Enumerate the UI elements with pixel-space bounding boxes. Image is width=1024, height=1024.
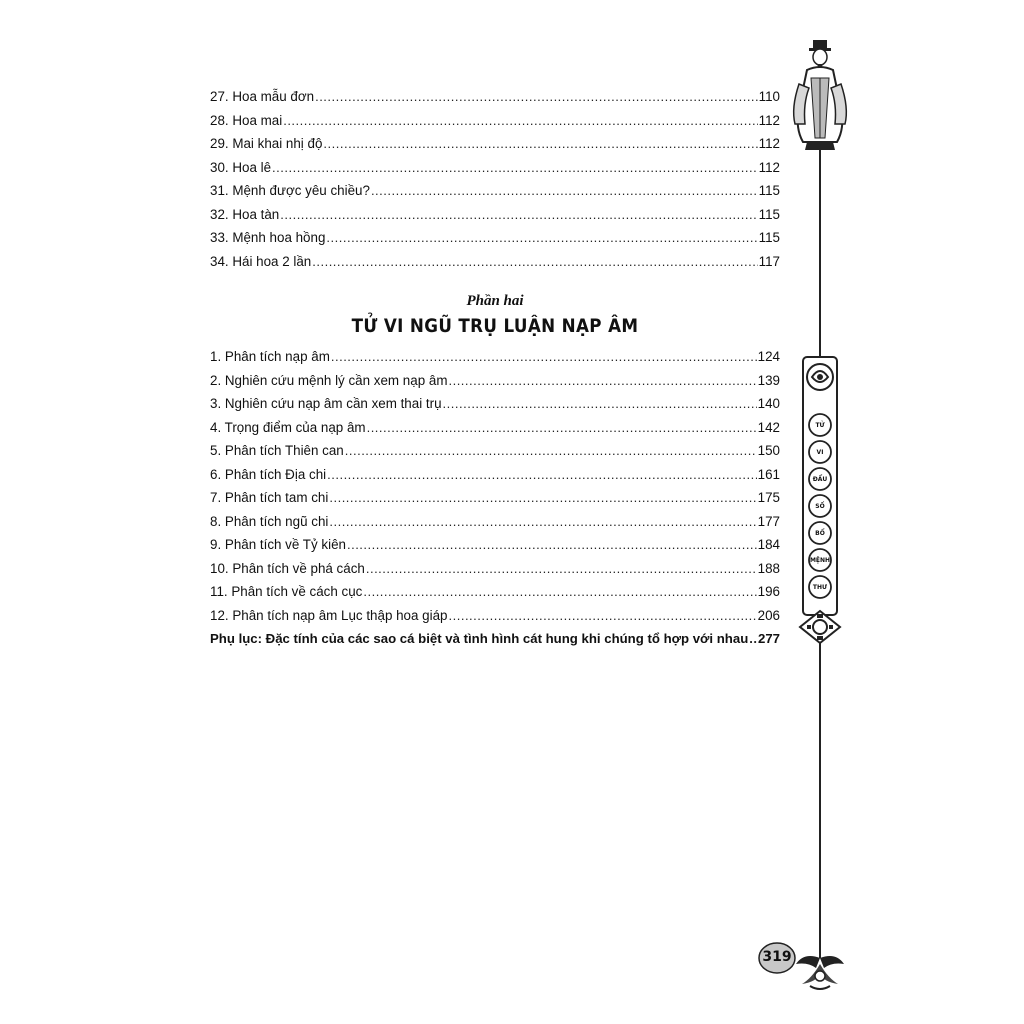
toc-entry <box>210 416 780 440</box>
toc-appendix-entry <box>210 627 780 651</box>
badge-text: MỆNH <box>809 557 831 564</box>
toc-entry-page: 206 <box>757 607 780 623</box>
toc-entry-label: 3. Nghiên cứu nạp âm cần xem thai trụ <box>210 396 442 411</box>
toc-entry-label: 30. Hoa lê <box>210 159 272 175</box>
toc-entry <box>210 463 780 487</box>
toc-entry-label: 1. Phân tích nạp âm <box>210 349 330 364</box>
toc-entry-page: 112 <box>758 136 780 151</box>
toc-entry-label: 32. Hoa tàn <box>210 206 280 222</box>
toc-entry-label: 34. Hái hoa 2 lần <box>210 253 312 269</box>
toc-entry-page: 115 <box>758 183 780 198</box>
toc-entry <box>210 226 780 250</box>
toc-entry-label: 27. Hoa mẫu đơn <box>210 89 315 104</box>
toc-entry-page: 142 <box>757 419 780 435</box>
toc-entry-label: 11. Phân tích về cách cục <box>210 584 363 599</box>
toc-entry <box>210 85 780 109</box>
toc-entry-page: 161 <box>757 466 780 482</box>
toc-entry-page: 115 <box>758 230 780 245</box>
toc-entry-label: 8. Phân tích ngũ chi <box>210 513 329 529</box>
toc-entry-label: 29. Mai khai nhị độ <box>210 136 323 151</box>
toc-entry <box>210 439 780 463</box>
toc-entry-label: 12. Phân tích nạp âm Lục thập hoa giáp <box>210 607 448 623</box>
toc-entry <box>210 580 780 604</box>
toc-entry <box>210 392 780 416</box>
toc-entry <box>210 557 780 581</box>
toc-entry <box>210 156 780 180</box>
toc-entry-page: 188 <box>757 560 780 576</box>
badge-text: VI <box>816 449 824 456</box>
toc-entry-label: 5. Phân tích Thiên can <box>210 443 344 458</box>
toc-entry-page: 139 <box>757 372 780 388</box>
part-title: TỬ VI NGŨ TRỤ LUẬN NẠP ÂM <box>351 315 639 337</box>
toc-entry-label: 4. Trọng điểm của nạp âm <box>210 419 366 435</box>
scholar-figure-icon <box>785 38 855 156</box>
toc-entry <box>210 345 780 369</box>
toc-entry-label: 6. Phân tích Địa chi <box>210 466 327 482</box>
toc-entry <box>210 486 780 510</box>
badge-text: SỐ <box>815 503 825 510</box>
toc-entry-page: 175 <box>757 490 780 505</box>
badge-text: TỬ <box>815 422 825 429</box>
toc-entry-page: 184 <box>757 537 780 552</box>
badge-text: THƯ <box>812 584 828 591</box>
toc-entry-label: 33. Mệnh hoa hồng <box>210 230 326 245</box>
appendix-page: 277 <box>757 631 780 646</box>
toc-entry <box>210 250 780 274</box>
badge-text: ĐẨU <box>812 476 828 483</box>
toc-entry <box>210 369 780 393</box>
toc-entry-page: 115 <box>758 206 780 222</box>
toc-part-one <box>210 85 780 273</box>
toc-entry-page: 112 <box>758 112 780 128</box>
toc-entry-page: 117 <box>758 253 780 269</box>
toc-entry-label: 28. Hoa mai <box>210 112 283 128</box>
toc-entry-page: 124 <box>757 349 780 364</box>
page-number: 319 <box>762 949 792 965</box>
toc-entry-page: 196 <box>757 584 780 599</box>
toc-entry-page: 140 <box>757 396 780 411</box>
toc-entry <box>210 109 780 133</box>
toc-entry-page: 150 <box>757 443 780 458</box>
toc-entry <box>210 604 780 628</box>
toc-entry-label: 9. Phân tích về Tỷ kiên <box>210 537 346 552</box>
toc-entry <box>210 132 780 156</box>
toc-entry <box>210 533 780 557</box>
toc-entry-label: 2. Nghiên cứu mệnh lý cần xem nạp âm <box>210 372 448 388</box>
part-label: Phần hai <box>466 293 524 309</box>
toc-entry-page: 110 <box>758 89 780 104</box>
toc-part-two <box>210 345 780 651</box>
toc-entry-label: 10. Phân tích về phá cách <box>210 560 365 576</box>
badge-text: BỔ <box>815 530 825 537</box>
toc-entry <box>210 203 780 227</box>
flower-ornament-icon <box>790 938 850 993</box>
toc-entry <box>210 179 780 203</box>
toc-entry-page: 112 <box>758 159 780 175</box>
toc-entry-label: 31. Mệnh được yêu chiều? <box>210 183 370 198</box>
side-emblem <box>797 355 843 645</box>
toc-entry-page: 177 <box>757 513 780 529</box>
appendix-label: Phụ lục: Đặc tính của các sao cá biệt và tình hình cát hung khi chúng tổ hợp với nhau <box>210 631 749 646</box>
toc-entry <box>210 510 780 534</box>
toc-entry-label: 7. Phân tích tam chi <box>210 490 329 505</box>
